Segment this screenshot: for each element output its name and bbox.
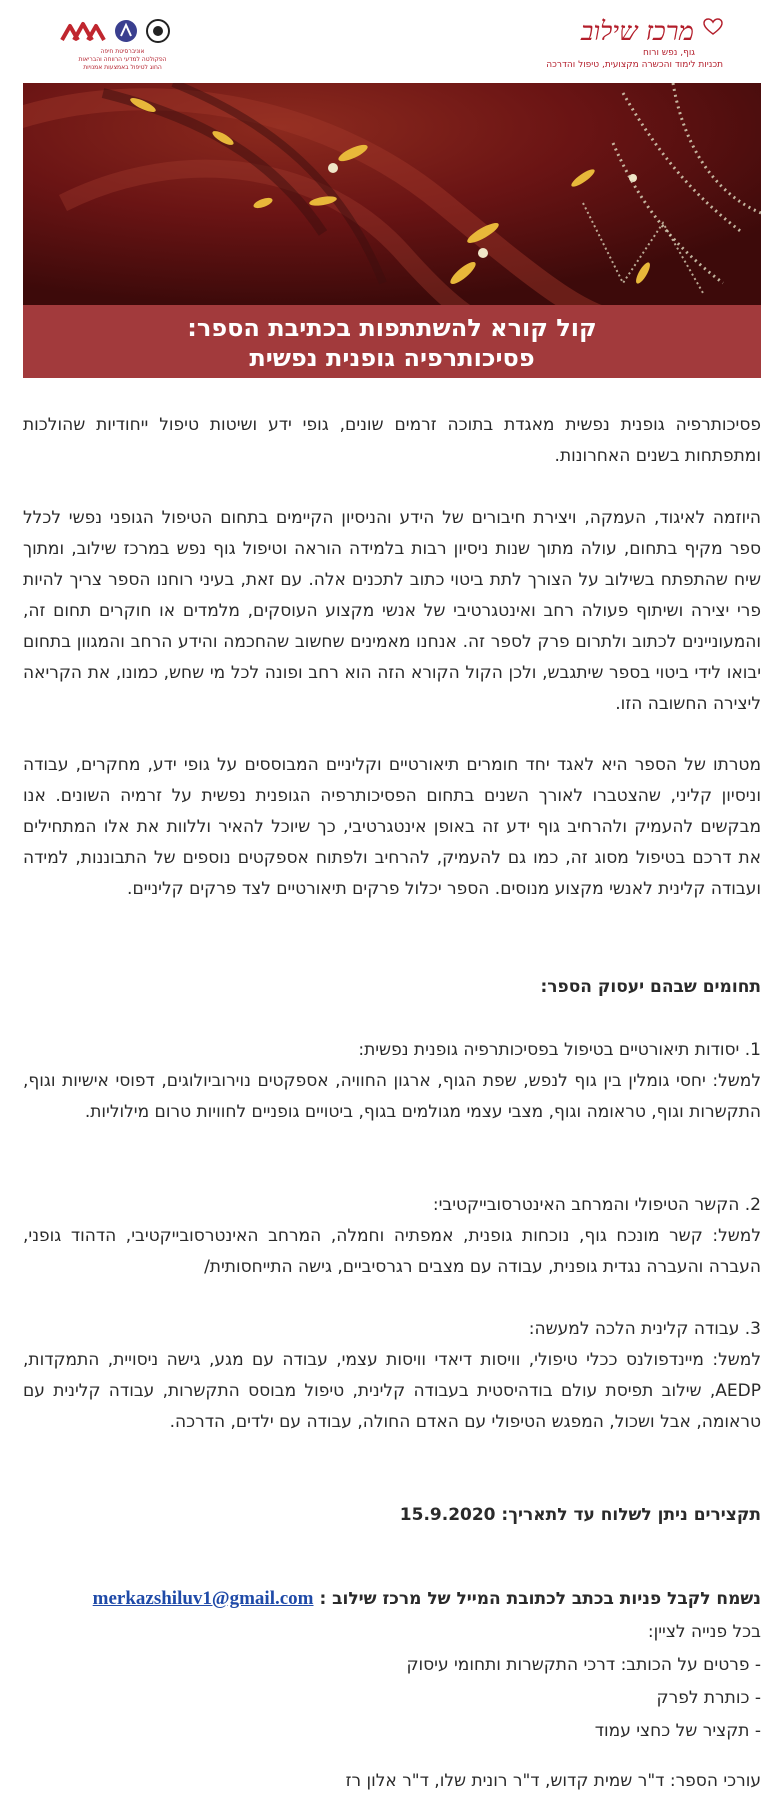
editors-line: עורכי הספר: ד"ר שמית קדוש, ד"ר רונית שלו, ד"ר אלון רז: [345, 1771, 761, 1791]
brand-name: מרכז שילוב: [580, 17, 694, 47]
hero-title-line: קול קורא להשתתפות בכתיבת הספר:: [187, 314, 597, 342]
request-item: - כותרת לפרק: [656, 1688, 761, 1708]
partner-logos: [60, 18, 185, 78]
topics-heading: תחומים שבהם יעסוק הספר:: [540, 977, 761, 997]
partner-line: החוג לטיפול באמצעות אמנויות: [83, 64, 162, 71]
brand-tagline: גוף, נפש ורוח: [643, 48, 695, 58]
deadline-line: תקצירים ניתן לשלוח עד לתאריך: 15.9.2020: [399, 1505, 761, 1525]
contact-email-link[interactable]: merkazshiluv1@gmail.com: [92, 1588, 314, 1609]
request-intro: בכל פנייה לציין:: [647, 1622, 761, 1642]
merkaz-shiluv-logo: [533, 18, 723, 73]
faculty-emblem-icon: [114, 19, 138, 43]
topic-1-title: 1. יסודות תיאורטיים בטיפול בפסיכותרפיה גופנית נפשית:: [358, 1040, 761, 1060]
hero-title-band: [23, 305, 761, 378]
hero-fabric-image: [23, 83, 761, 305]
goal-paragraph: מטרתו של הספר היא לאגד יחד חומרים תיאורטיים וקליניים המבוססים על גופי ידע, מחקרים, עבודה וניסיון קליני, שהצטברו לאורך השנים בתחום הפסיכותרפיה הגופנית נפשית על זרמיה השונים. אנו מבקשים להעמיק ולהרחיב גוף ידע זה באופן אינטגרטיבי, כך שיוכל להאיר וללוות את אלו המתחילים את דרכם בטיפול מסוג זה, כמו גם להעמיק, להרחיב ולפתוח אספקטים נוספים של התבוננות, למידה ועבודה קלינית לאנשי מקצוע מנוסים. הספר יכלול פרקים תיאורטיים לצד פרקים קליניים.: [23, 755, 761, 899]
contact-line: [23, 1585, 761, 1613]
brand-subtagline: תכניות לימוד והכשרה מקצועית, טיפול והדרכה: [546, 60, 723, 70]
partner-line: אוניברסיטת חיפה: [100, 48, 145, 55]
partner-line: הפקולטה למדעי הרווחה והבריאות: [78, 56, 167, 63]
request-item: - פרטים על הכותב: דרכי התקשרות ותחומי עיסוק: [406, 1655, 761, 1675]
intro-paragraph: פסיכותרפיה גופנית נפשית מאגדת בתוכה זרמים שונים, גופי ידע ושיטות טיפול ייחודיות שהולכות ומתפתחות בשנים האחרונות.: [23, 415, 761, 466]
topic-1-body: למשל: יחסי גומלין בין גוף לנפש, שפת הגוף, ארגון החוויה, אספקטים נוירוביולוגים, דפוסי אישיות וגוף, התקשרות וגוף, טראומה וגוף, מצבי עצמי מגולמים בגוף, ביטויים גופניים לחוויות טרום מילוליות.: [23, 1071, 761, 1122]
heart-icon: [703, 18, 723, 36]
university-logo-icon: [60, 20, 106, 42]
topic-2-body: למשל: קשר מונכח גוף, נוכחות גופנית, אמפתיה וחמלה, המרחב האינטרסובייקטיבי, הדהוד גופני, העברה והעברה נגדית גופנית, עבודה עם מצבים רגרסיביים, גישה התייחסותית/: [23, 1226, 761, 1277]
contact-prefix: נשמח לקבל פניות בכתב לכתובת המייל של מרכז שילוב :: [319, 1589, 761, 1609]
initiative-paragraph: היוזמה לאיגוד, העמקה, ויצירת חיבורים של הידע והניסיון הקיימים בתחום הטיפול הגופני נפשי לכלל ספר מקיף בתחום, עולה מתוך שנות ניסיון רבות בלמידה הוראה וטיפול גוף נפש במרכז שילוב, ומתוך שיח שהתפתח בשילוב על הצורך לתת ביטוי כתוב לתכנים אלה. עם זאת, בעיני רוחנו הספר צריך להיות פרי יצירה ושיתוף פעולה רחב ואינטגרטיבי של אנשי מקצוע העוסקים, מלמדים או חוקרים תחום זה, והמעוניינים לכתוב ולתרום פרק לספר זה. אנחנו מאמינים שחשוב שהחכמה והידע הרחב והמגוון בתחום יבואו לידי ביטוי בספר שיתגבש, ולכן הקול הקורא הזה הוא רחב ופונה לכל מי שחש, כמונו, את הקריאה ליצירה החשובה הזו.: [23, 508, 761, 714]
hero-banner: [23, 83, 761, 378]
topic-2-title: 2. הקשר הטיפולי והמרחב האינטרסובייקטיבי:: [432, 1195, 761, 1215]
hero-title-line: פסיכותרפיה גופנית נפשית: [249, 344, 535, 372]
department-emblem-icon: [146, 19, 170, 43]
topic-3-title: 3. עבודה קלינית הלכה למעשה:: [528, 1319, 761, 1339]
topic-3-body: למשל: מיינדפולנס ככלי טיפולי, וויסות דיאדי וויסות עצמי, עבודה עם מגע, גישה ניסויית, התמקדות, AEDP, שילוב תפיסת עולם בודהיסטית בעבודה קלינית, טיפול מבוסס התקשרות, עבודה קלינית עם טראומה, אבל ושכול, המפגש הטיפולי עם האדם החולה, עבודה עם ילדים, הדרכה.: [23, 1350, 761, 1432]
request-item: - תקציר של כחצי עמוד: [594, 1721, 761, 1741]
